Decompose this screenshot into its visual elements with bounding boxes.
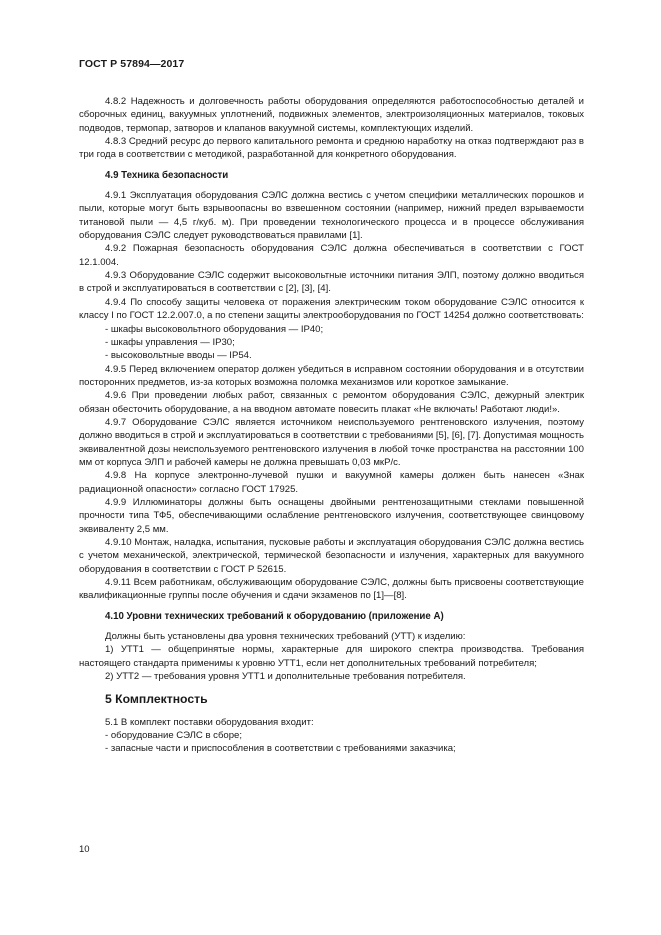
document-body	[79, 95, 584, 756]
list-item: - оборудование СЭЛС в сборе;	[105, 730, 242, 742]
clause-4-10-intro: Должны быть установлены два уровня технических требований (УТТ) к изделию:	[105, 631, 466, 643]
section-heading-4-9: 4.9 Техника безопасности	[105, 169, 229, 181]
clause-4-9-11: 4.9.11 Всем работникам, обслуживающим оборудование СЭЛС, должны быть присвоены соответствующие квалификационные группы после обучения и сдачи экзаменов по [1]—[8].	[79, 577, 584, 602]
clause-4-9-7: 4.9.7 Оборудование СЭЛС является источником неиспользуемого рентгеновского излучения, поэтому должно вводиться в строй и эксплуатироваться в соответствии с требованиями [5], [6], [7]. Допустимая мощность эквивалентной дозы неиспользуемого рентгеновского излучения в любой точке пространства на расстоянии 100 мм от корпуса ЭЛП и рабочей камеры не должна превышать 0,03 мкР/с.	[79, 416, 584, 468]
clause-4-8-3: 4.8.3 Средний ресурс до первого капитального ремонта и среднюю наработку на отказ подтверждают раз в три года в соответствии с методикой, разработанной для конкретного оборудования.	[79, 136, 584, 161]
section-heading-5: 5 Комплектность	[105, 692, 208, 707]
list-item: - высоковольтные вводы — IP54.	[105, 350, 252, 362]
clause-4-10-item-1: 1) УТТ1 — общепринятые нормы, характерные для широкого спектра производства. Требования настоящего стандарта применимы к уровню УТТ1, если нет дополнительных требований потребителя;	[79, 644, 584, 669]
document-header: ГОСТ Р 57894—2017	[79, 58, 185, 70]
clause-4-8-2: 4.8.2 Надежность и долговечность работы оборудования определяются работоспособностью деталей и сборочных единиц, вакуумных уплотнений, подвижных элементов, электроизоляционных материалов, токовых подводов, термопар, затворов и клапанов вакуумной системы, комплектующих изделий.	[79, 96, 584, 134]
clause-4-9-5: 4.9.5 Перед включением оператор должен убедиться в исправном состоянии оборудования и в отсутствии посторонних предметов, из-за которых возможна поломка механизмов или короткое замыкание.	[79, 363, 584, 388]
clause-4-9-1: 4.9.1 Эксплуатация оборудования СЭЛС должна вестись с учетом специфики металлических порошков и пыли, которые могут быть взрывоопасны во взвешенном состоянии (например, нижний предел взрываемости титановой пыли — 4,5 г/куб. м). При проведении технологического процесса и в процессе обслуживания оборудования СЭЛС следует руководствоваться правилами [1].	[79, 190, 584, 242]
clause-4-9-10: 4.9.10 Монтаж, наладка, испытания, пусковые работы и эксплуатация оборудования СЭЛС должна вестись с учетом механической, электрической, термической безопасности и излучения, характерных для вакуумного оборудования в соответствии с ГОСТ Р 52615.	[79, 537, 584, 575]
clause-4-10-item-2: 2) УТТ2 — требования уровня УТТ1 и дополнительные требования потребителя.	[105, 671, 466, 683]
clause-4-9-9: 4.9.9 Иллюминаторы должны быть оснащены двойными рентгенозащитными стеклами повышенной прочности типа ТФ5, обеспечивающими ослабление рентгеновского излучения, соответствующее свинцовому эквиваленту 2,5 мм.	[79, 496, 584, 535]
list-item: - шкафы высоковольтного оборудования — IP40;	[105, 323, 324, 335]
clause-5-1: 5.1 В комплект поставки оборудования входит:	[105, 716, 314, 728]
clause-4-9-4: 4.9.4 По способу защиты человека от поражения электрическим током оборудование СЭЛС относится к классу I по ГОСТ 12.2.007.0, а по степени защиты электрооборудования по ГОСТ 14254 должно соответствовать:	[79, 296, 584, 322]
page-number: 10	[79, 844, 90, 855]
list-item: - запасные части и приспособления в соответствии с требованиями заказчика;	[105, 743, 456, 755]
section-heading-4-10: 4.10 Уровни технических требований к оборудованию (приложение А)	[105, 610, 444, 622]
list-item: - шкафы управления — IP30;	[105, 336, 235, 348]
clause-4-9-2: 4.9.2 Пожарная безопасность оборудования СЭЛС должна обеспечиваться в соответствии с ГОСТ 12.1.004.	[79, 243, 584, 268]
clause-4-9-6: 4.9.6 При проведении любых работ, связанных с ремонтом оборудования СЭЛС, дежурный электрик обязан обесточить оборудование, а на вводном автомате повесить плакат «Не включать! Работают люди!».	[79, 390, 584, 415]
clause-4-9-3: 4.9.3 Оборудование СЭЛС содержит высоковольтные источники питания ЭЛП, поэтому должно вводиться в строй и эксплуатироваться в соответствии с [2], [3], [4].	[79, 270, 584, 295]
clause-4-9-8: 4.9.8 На корпусе электронно-лучевой пушки и вакуумной камеры должен быть нанесен «Знак радиационной опасности» согласно ГОСТ 17925.	[79, 470, 584, 495]
